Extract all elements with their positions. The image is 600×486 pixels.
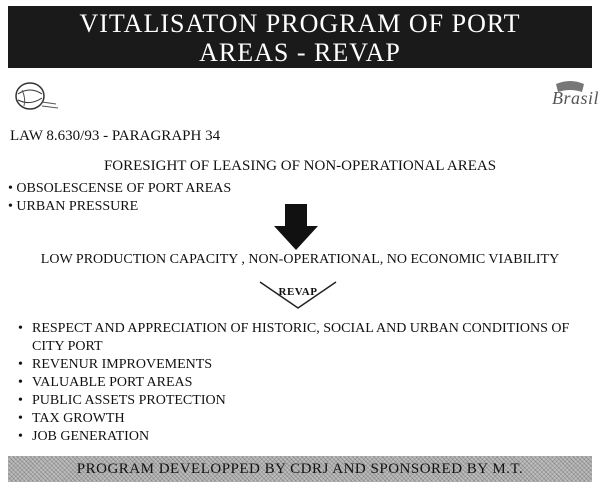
footer-banner: PROGRAM DEVELOPPED BY CDRJ AND SPONSORED BY M.T.	[8, 456, 592, 482]
brasil-logo	[548, 80, 600, 114]
list-item: • RESPECT AND APPRECIATION OF HISTORIC, SOCIAL AND URBAN CONDITIONS OF CITY PORT	[18, 320, 592, 356]
down-arrow-icon	[272, 204, 320, 252]
revap-label: REVAP	[278, 286, 318, 298]
list-item: • VALUABLE PORT AREAS	[18, 374, 592, 392]
list-item: • OBSOLESCENSE OF PORT AREAS	[8, 180, 231, 198]
title-banner	[8, 6, 592, 68]
port-logo	[12, 76, 60, 114]
list-item: • REVENUR IMPROVEMENTS	[18, 356, 592, 374]
main-bullet-list	[18, 320, 592, 446]
list-item: • PUBLIC ASSETS PROTECTION	[18, 392, 592, 410]
list-item: • URBAN PRESSURE	[8, 198, 231, 216]
title-line-1: VITALISATON PROGRAM OF PORT	[79, 9, 521, 38]
law-reference: LAW 8.630/93 - PARAGRAPH 34	[10, 128, 221, 144]
globe-logo-icon	[12, 76, 60, 114]
top-bullet-list	[8, 180, 231, 216]
statement-text: LOW PRODUCTION CAPACITY , NON-OPERATIONAL, NO ECONOMIC VIABILITY	[40, 252, 560, 267]
brasil-logo-text: Brasil	[552, 88, 600, 108]
title-line-2: AREAS - REVAP	[199, 38, 401, 67]
list-item: • TAX GROWTH	[18, 410, 592, 428]
foresight-heading: FORESIGHT OF LEASING OF NON-OPERATIONAL AREAS	[103, 158, 497, 174]
list-item: • JOB GENERATION	[18, 428, 592, 446]
